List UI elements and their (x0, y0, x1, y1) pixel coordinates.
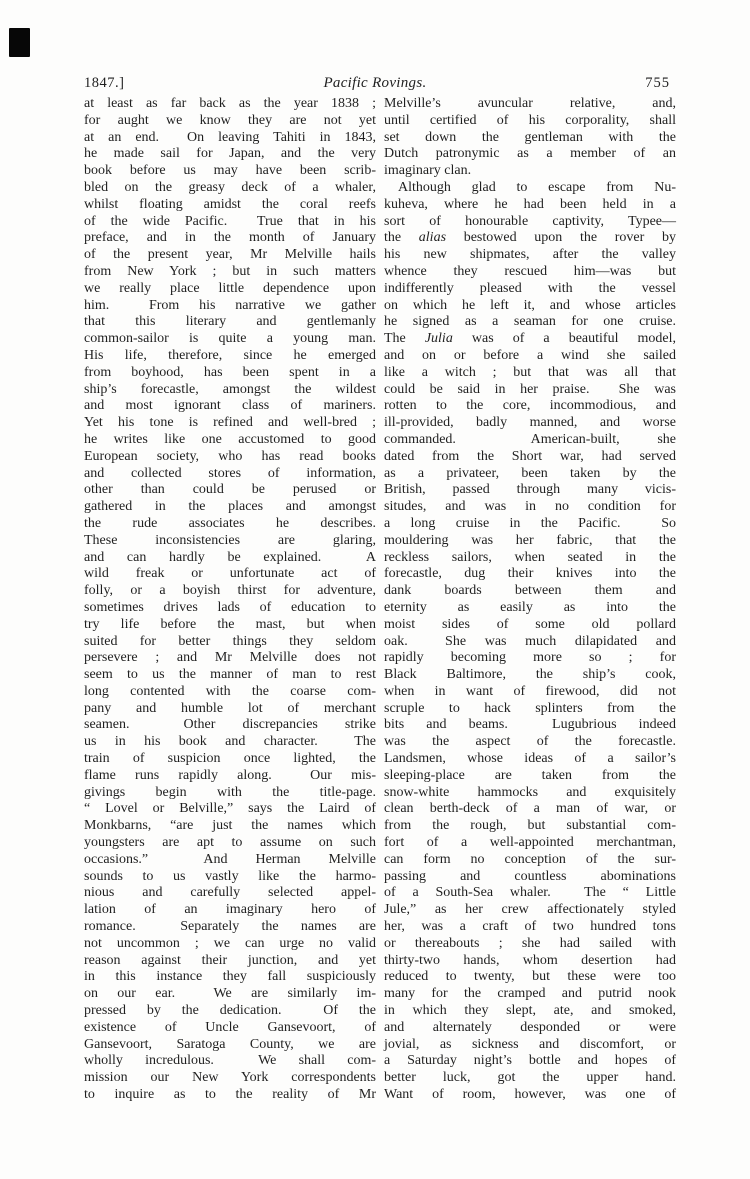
text-line: Dutch patronymic as a member of an (384, 146, 676, 162)
text-line: on which he left it, and whose articles (384, 297, 676, 313)
text-line: Black Baltimore, the ship’s cook, (384, 667, 676, 683)
text-line: oak. She was much dilapidated and (384, 633, 676, 649)
text-line: to inquire as to the reality of Mr (84, 1087, 376, 1103)
text-line: in this instance they fall suspiciously (84, 969, 376, 985)
text-line: pressed by the dedication. Of the (84, 1003, 376, 1019)
text-line: kuheva, where he had been held in a (384, 196, 676, 212)
text-line: he writes like one accustomed to good (84, 431, 376, 447)
text-line: moist sides of some old pollard (384, 616, 676, 632)
text-line: in which they slept, ate, and smoked, (384, 1003, 676, 1019)
text-line: lation of an imaginary hero of (84, 902, 376, 918)
text-line: Gansevoort, Saratoga County, we are (84, 1036, 376, 1052)
text-line: and alternately desponded or were (384, 1019, 676, 1035)
text-line: existence of Uncle Gansevoort, of (84, 1019, 376, 1035)
text-line: nious and carefully selected appel- (84, 885, 376, 901)
text-line: her, was a craft of two hundred tons (384, 919, 676, 935)
text-line: could be said in her praise. She was (384, 381, 676, 397)
text-line: givings begin with the title-page. (84, 784, 376, 800)
text-line: as a privateer, been taken by the (384, 465, 676, 481)
text-line: scruple to hack splinters from the (384, 700, 676, 716)
text-line: at least as far back as the year 1838 ; (84, 96, 376, 111)
text-line: better luck, got the upper hand. (384, 1070, 676, 1086)
header-page-number: 755 (645, 75, 670, 91)
text-line: reckless sailors, when seated in the (384, 549, 676, 565)
text-line: occasions.” And Herman Melville (84, 851, 376, 867)
running-header (0, 75, 750, 95)
text-line: whence they rescued him—was but (384, 263, 676, 279)
ink-blot-artifact (9, 28, 30, 57)
text-line: and most ignorant class of mariners. (84, 398, 376, 414)
text-line: dank boards between them and (384, 583, 676, 599)
text-line: situdes, and was in no condition for (384, 499, 676, 515)
text-line: sleeping-place are taken from the (384, 767, 676, 783)
text-line: try life before the mast, but when (84, 616, 376, 632)
text-line: a long cruise in the Pacific. So (384, 515, 676, 531)
text-line: for aught we know they are not yet (84, 112, 376, 128)
text-line: The Julia was of a beautiful model, (384, 331, 677, 347)
text-line: suited for better things they seldom (84, 633, 376, 649)
text-line: British, passed through many vicis- (384, 482, 676, 498)
text-line: the alias bestowed upon the rover by (384, 230, 676, 246)
text-line: gathered in the places and amongst (84, 499, 376, 515)
text-line: and on or before a wind she sailed (384, 347, 676, 363)
text-line: passing and countless abominations (384, 868, 676, 884)
text-line: Jule,” as her crew affectionately styled (384, 902, 676, 918)
text-line: ship’s forecastle, amongst the wildest (84, 381, 376, 397)
text-line: European society, who has read books (84, 448, 376, 464)
text-line: snow-white hammocks and exquisitely (384, 784, 676, 800)
text-line: sounds to us vastly like the harmo- (84, 868, 376, 884)
text-line: reduced to twenty, but these were too (384, 969, 676, 985)
text-line: eternity as easily as into the (384, 599, 676, 615)
text-line: a Saturday night’s bottle and hopes of (384, 1053, 676, 1069)
text-line: him. From his narrative we gather (84, 297, 376, 313)
text-line: romance. Separately the names are (84, 919, 376, 935)
text-line: or thereabouts ; she had sailed with (384, 935, 676, 951)
text-line: sort of honourable captivity, Typee— (384, 213, 676, 229)
text-line: he signed as a seaman for one cruise. (384, 314, 676, 330)
text-line: and collected stores of information, (84, 465, 376, 481)
text-line: Want of room, however, was one of (384, 1087, 676, 1103)
text-line: flame runs rapidly along. Our mis- (84, 767, 376, 783)
text-line: from New York ; but in such matters (84, 263, 376, 279)
text-line: These inconsistencies are glaring, (84, 532, 376, 548)
text-line: youngsters are apt to assume on such (84, 835, 376, 851)
text-line: mouldering was her fabric, that the (384, 532, 676, 548)
text-line: from boyhood, has been spent in a (84, 364, 376, 380)
text-line: forecastle, dug their knives into the (384, 566, 676, 582)
text-line: he made sail for Japan, and the very (84, 146, 376, 162)
text-line: long contented with the coarse com- (84, 683, 376, 699)
text-line: Yet his tone is refined and well-bred ; (84, 415, 376, 431)
header-title: Pacific Rovings. (323, 75, 427, 91)
text-line: other than could be perused or (84, 482, 376, 498)
text-line: seem to us the manner of man to rest (84, 667, 376, 683)
text-line: book before us may have been scrib- (84, 163, 376, 179)
text-line: set down the gentleman with the (384, 129, 676, 145)
text-line: clean berth-deck of a man of war, or (384, 801, 676, 817)
text-line: like a witch ; but that was all that (384, 364, 676, 380)
text-line: at an end. On leaving Tahiti in 1843, (84, 129, 376, 145)
text-line: seamen. Other discrepancies strike (84, 717, 376, 733)
text-line: bled on the greasy deck of a whaler, (84, 179, 376, 195)
text-line: bits and beams. Lugubrious indeed (384, 717, 676, 733)
text-line: wholly incredulous. We shall com- (84, 1053, 376, 1069)
text-line: rotten to the core, incommodious, and (384, 398, 676, 414)
text-line: Monkbarns, “are just the names which (84, 818, 376, 834)
text-line: dated from the Short war, had served (384, 448, 676, 464)
text-line: persevere ; and Mr Melville does not (84, 650, 376, 666)
text-line: was the aspect of the forecastle. (384, 734, 676, 750)
text-line: wild freak or unfortunate act of (84, 566, 376, 582)
text-line: ill-provided, badly manned, and worse (384, 415, 676, 431)
text-line: on our ear. We are similarly im- (84, 986, 376, 1002)
text-line: thirty-two hands, whom desertion had (384, 952, 676, 968)
text-line: Landsmen, whose ideas of a sailor’s (384, 751, 676, 767)
text-line: not uncommon ; we can urge no valid (84, 935, 376, 951)
text-line: jovial, as sickness and discomfort, or (384, 1036, 676, 1052)
text-line: whilst floating amidst the coral reefs (84, 196, 376, 212)
text-line: and can hardly be explained. A (84, 549, 376, 565)
text-line: his new shipmates, after the valley (384, 247, 676, 263)
text-line: “ Lovel or Belville,” says the Laird of (84, 801, 376, 817)
text-line: rapidly becoming more so ; for (384, 650, 676, 666)
text-line: fort of a well-appointed merchantman, (384, 835, 676, 851)
text-line: from the rough, but substantial com- (384, 818, 676, 834)
text-line: of the present year, Mr Melville hails (84, 247, 376, 263)
text-line: mission our New York correspondents (84, 1070, 376, 1086)
text-column-left (84, 96, 376, 1104)
text-line: train of suspicion once lighted, the (84, 751, 376, 767)
text-line: imaginary clan. (384, 163, 472, 179)
text-line: His life, therefore, since he emerged (84, 347, 376, 363)
header-year: 1847.] (84, 75, 125, 91)
text-line: when in want of firewood, did not (384, 683, 676, 699)
text-line: sometimes drives lads of education to (84, 599, 376, 615)
text-line: of the wide Pacific. True that in his (84, 213, 376, 229)
text-line: Although glad to escape from Nu- (398, 179, 676, 195)
text-line: commanded. American-built, she (384, 431, 676, 447)
text-line: indifferently pleased with the vessel (384, 280, 676, 296)
text-line: pany and humble lot of merchant (84, 700, 376, 716)
text-line: the rude associates he describes. (84, 515, 376, 531)
text-line: until certified of his corporality, shall (384, 112, 676, 128)
text-line: reason against their junction, and yet (84, 952, 376, 968)
text-column-right (384, 96, 676, 1104)
text-line: can form no conception of the sur- (384, 851, 676, 867)
text-line: Melville’s avuncular relative, and, (384, 96, 676, 111)
text-line: us in his book and character. The (84, 734, 376, 750)
text-line: of a South-Sea whaler. The “ Little (384, 885, 676, 901)
text-line: many for the cramped and putrid nook (384, 986, 676, 1002)
text-line: preface, and in the month of January (84, 230, 376, 246)
text-line: that this literary and gentlemanly (84, 314, 376, 330)
text-line: common-sailor is quite a young man. (84, 331, 376, 347)
text-line: folly, or a boyish thirst for adventure, (84, 583, 376, 599)
text-line: we really place little dependence upon (84, 280, 376, 296)
